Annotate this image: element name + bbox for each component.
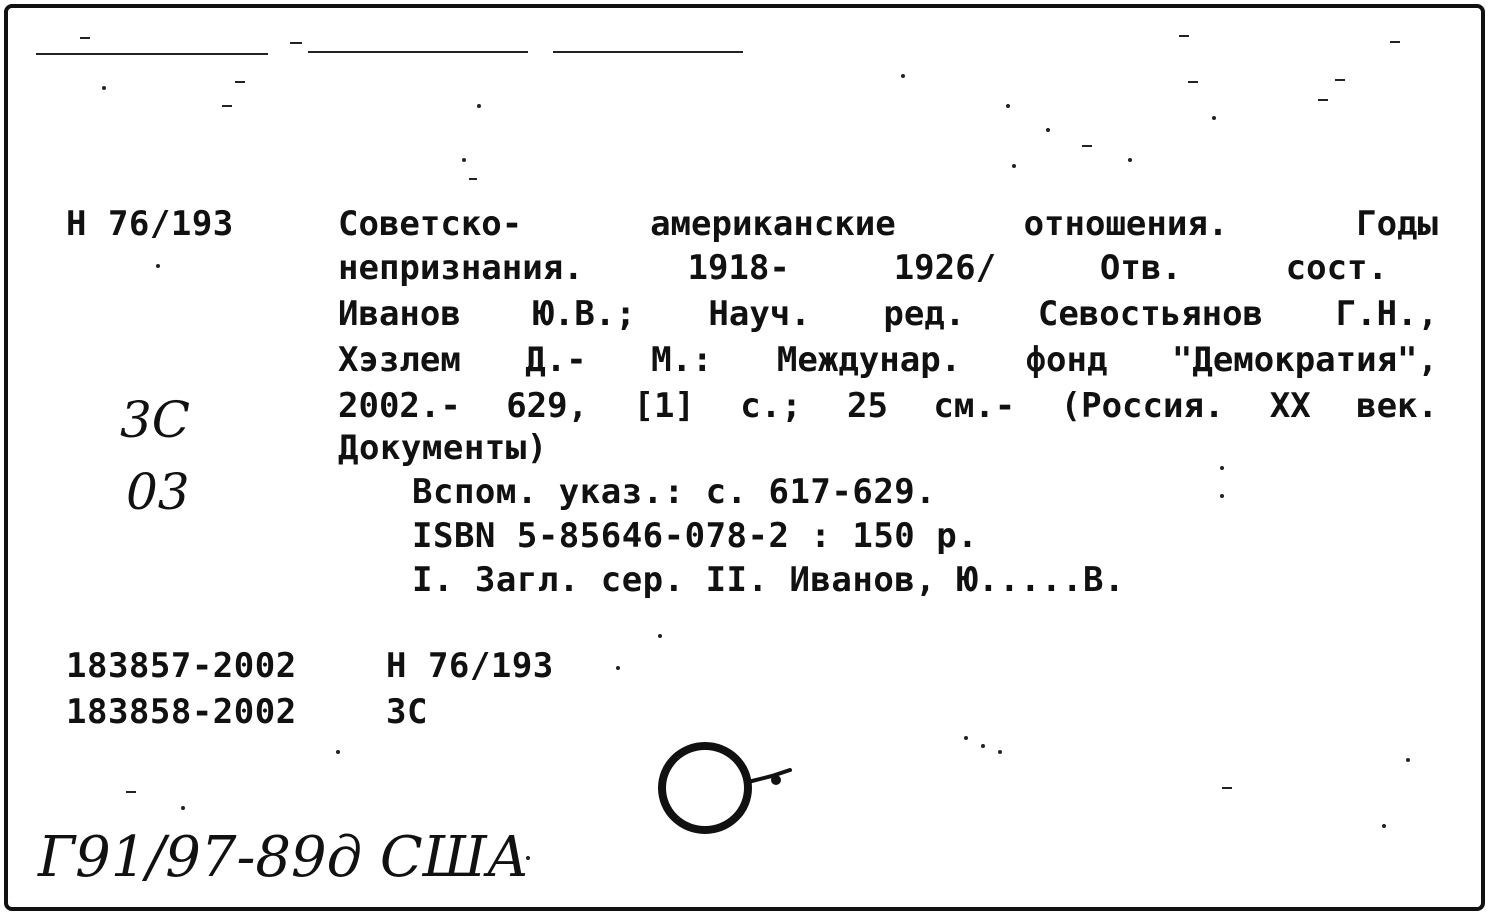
title-line: непризнания. 1918- 1926/ Отв. сост. [338,248,1388,288]
handwritten-classification: Г91/97-89д США [38,825,530,890]
circle-stamp-icon [650,736,800,846]
holding-location: Н 76/193 [386,646,554,686]
inventory-number: 183858-2002 [66,692,297,732]
note-tracings: I. Загл. сер. II. Иванов, Ю.....В. [412,560,1125,600]
handwritten-mark: 3С [120,391,191,449]
handwritten-mark: 03 [126,463,190,521]
title-line: Иванов Ю.В.; Науч. ред. Севостьянов Г.Н., [338,294,1438,334]
title-line: Советско- американские отношения. Годы [338,204,1438,244]
title-line: Хэзлем Д.- М.: Междунар. фонд "Демократия", [338,340,1438,380]
title-line: 2002.- 629, [1] с.; 25 см.- (Россия. XX век. [338,386,1438,426]
note-index: Вспом. указ.: с. 617-629. [412,472,937,512]
holding-location: ЗС [386,692,428,732]
inventory-number: 183857-2002 [66,646,297,686]
catalog-card [4,4,1485,911]
title-line: Документы) [338,428,548,468]
note-isbn: ISBN 5-85646-078-2 : 150 р. [412,516,979,556]
shelfmark: Н 76/193 [66,204,234,244]
